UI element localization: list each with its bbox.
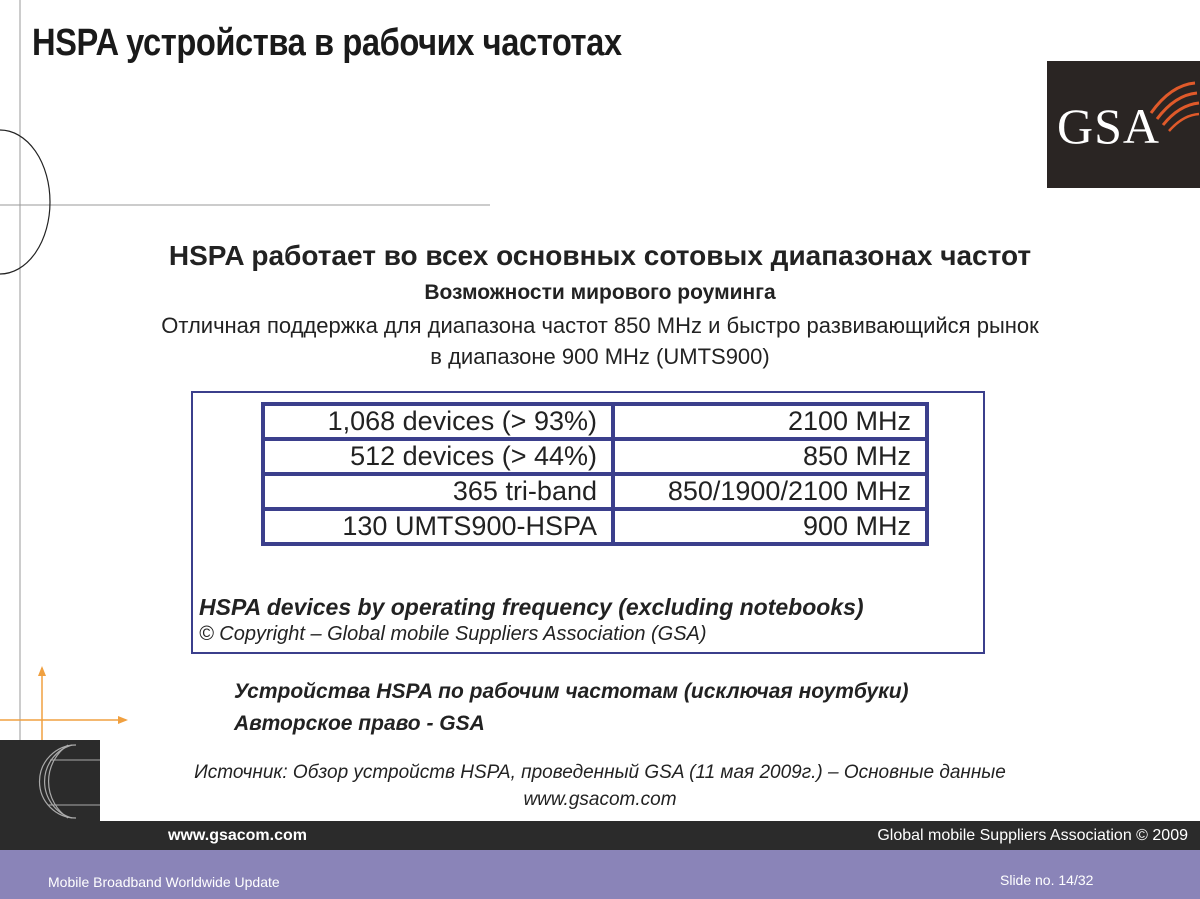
devices-table xyxy=(261,402,929,546)
devices-figure xyxy=(191,391,985,654)
orange-arrow-right xyxy=(118,716,128,724)
table-row xyxy=(263,439,927,474)
table-row xyxy=(263,474,927,509)
frequency-cell: 2100 MHz xyxy=(613,404,927,439)
footer-url: www.gsacom.com xyxy=(168,827,307,844)
footer-bar xyxy=(0,821,1200,850)
russian-caption-1: Устройства HSPA по рабочим частотам (исключая ноутбуки) xyxy=(234,680,909,703)
gsa-logo xyxy=(1047,61,1200,188)
slide-number: Slide no. 14/32 xyxy=(1000,872,1094,888)
devices-cell: 512 devices (> 44%) xyxy=(263,439,613,474)
russian-caption-2: Авторское право - GSA xyxy=(234,712,485,735)
source-line-1: Источник: Обзор устройств HSPA, проведенный GSA (11 мая 2009г.) – Основные данные xyxy=(194,762,1006,783)
devices-cell: 1,068 devices (> 93%) xyxy=(263,404,613,439)
slide-title: HSPA устройства в рабочих частотах xyxy=(32,22,622,64)
body-line-2: в диапазоне 900 MHz (UMTS900) xyxy=(430,344,770,369)
footer-association: Global mobile Suppliers Association © 2009 xyxy=(877,827,1188,844)
bottom-bar xyxy=(0,850,1200,899)
devices-cell: 365 tri-band xyxy=(263,474,613,509)
body-line-1: Отличная поддержка для диапазона частот 850 MHz и быстро развивающийся рынок xyxy=(161,313,1039,338)
orange-arrow-up xyxy=(38,666,46,676)
logo-text: GSA xyxy=(1057,98,1161,154)
headline: HSPA работает во всех основных сотовых диапазонах частот xyxy=(168,240,1032,271)
frequency-cell: 850 MHz xyxy=(613,439,927,474)
figure-caption: HSPA devices by operating frequency (excluding notebooks) xyxy=(199,594,864,620)
source-url: www.gsacom.com xyxy=(523,789,677,810)
frequency-cell: 850/1900/2100 MHz xyxy=(613,474,927,509)
table-row xyxy=(263,404,927,439)
subhead: Возможности мирового роуминга xyxy=(424,281,776,304)
figure-copyright: © Copyright – Global mobile Suppliers Association (GSA) xyxy=(199,623,707,645)
presentation-title: Mobile Broadband Worldwide Update xyxy=(48,874,280,890)
devices-cell: 130 UMTS900-HSPA xyxy=(263,509,613,544)
frequency-cell: 900 MHz xyxy=(613,509,927,544)
table-row xyxy=(263,509,927,544)
